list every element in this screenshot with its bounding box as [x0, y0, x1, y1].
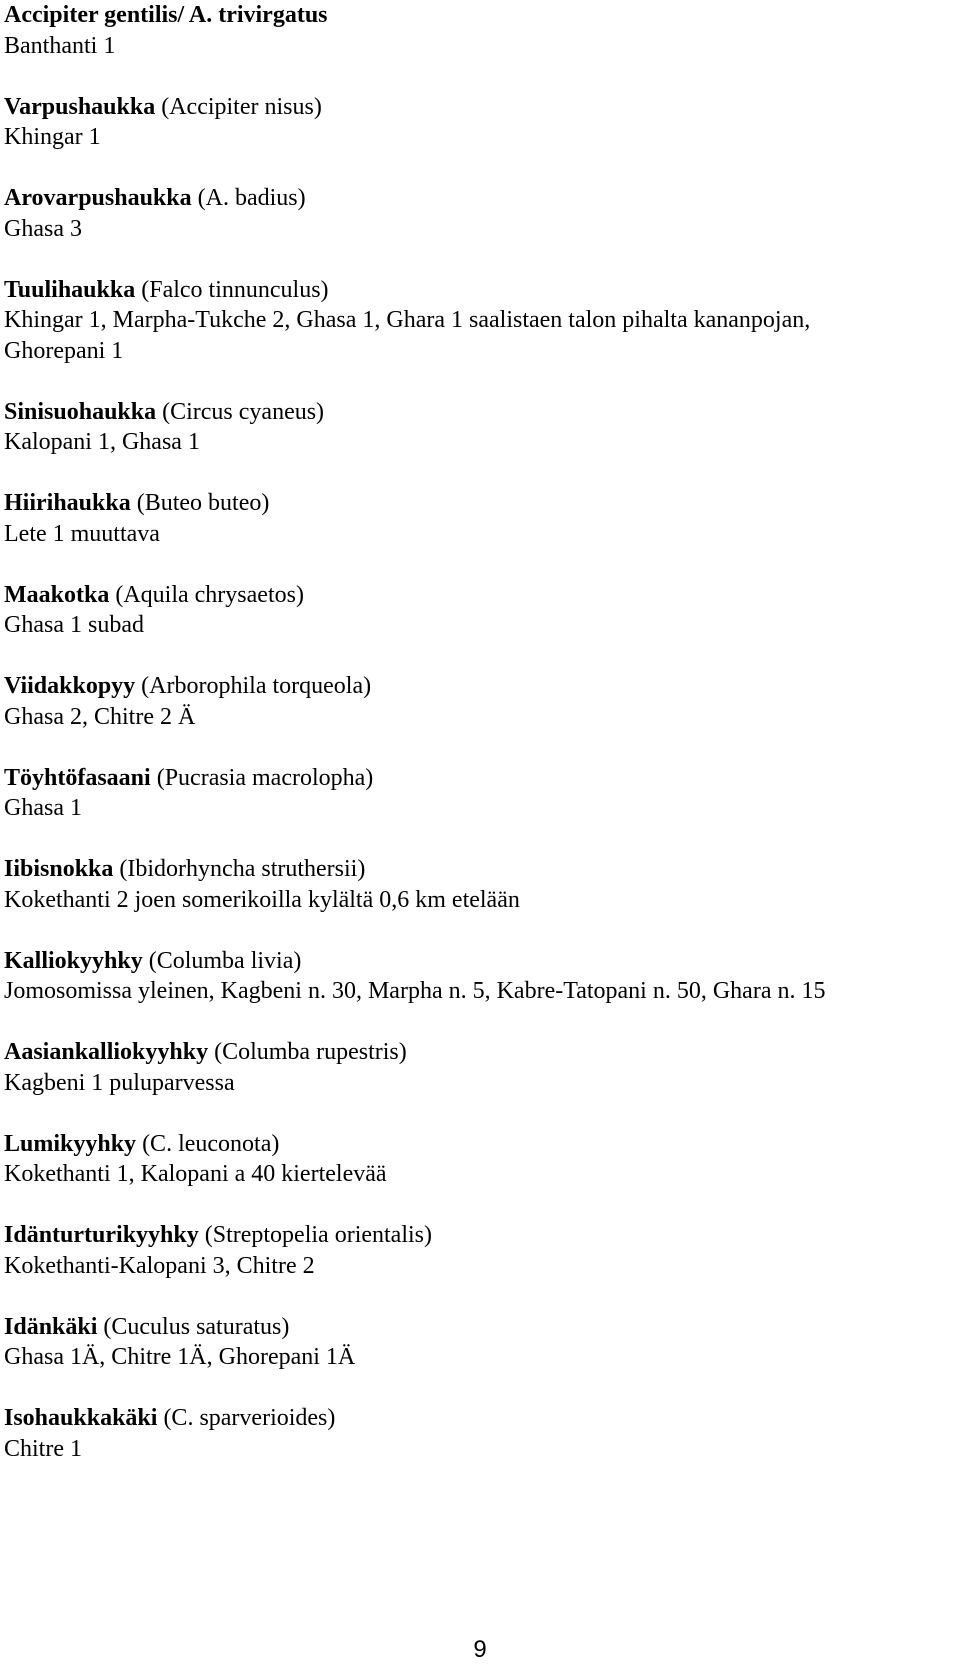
species-entry — [4, 1403, 954, 1464]
observation-text: Jomosomissa yleinen, Kagbeni n. 30, Marpha n. 5, Kabre-Tatopani n. 50, Ghara n. 15 — [4, 978, 826, 1004]
species-name: Aasiankalliokyyhky — [4, 1039, 209, 1065]
species-entry — [4, 397, 954, 458]
species-list — [4, 0, 954, 1495]
species-name: Iibisnokka — [4, 856, 114, 882]
observation-text: Kalopani 1, Ghasa 1 — [4, 429, 200, 455]
species-latin-name: (Aquila chrysaetos) — [109, 581, 304, 608]
species-latin-name: (Columba livia) — [142, 947, 302, 974]
species-name: Sinisuohaukka — [4, 398, 157, 425]
species-heading — [4, 1220, 954, 1251]
species-heading — [4, 946, 954, 977]
species-name: Töyhtöfasaani — [4, 764, 151, 791]
species-entry — [4, 92, 954, 153]
species-heading — [4, 854, 954, 885]
species-latin-name: (A. badius) — [191, 185, 306, 211]
species-name: Hiirihaukka — [4, 490, 131, 516]
species-entry — [4, 1312, 954, 1373]
species-latin-name: (C. sparverioides) — [157, 1405, 336, 1431]
species-name: Lumikyyhky — [4, 1130, 137, 1157]
species-heading — [4, 1129, 954, 1160]
species-heading — [4, 671, 954, 702]
observation-text: Chitre 1 — [4, 1435, 82, 1462]
species-heading — [4, 488, 954, 519]
observation-text: Kokethanti-Kalopani 3, Chitre 2 — [4, 1252, 315, 1279]
species-latin-name: (Ibidorhyncha struthersii) — [113, 856, 366, 882]
species-name: Tuulihaukka — [4, 276, 136, 303]
observation-text: Kokethanti 2 joen somerikoilla kylältä 0,6 km etelään — [4, 886, 520, 913]
species-name: Isohaukkakäki — [4, 1405, 158, 1431]
species-latin-name: (Circus cyaneus) — [156, 398, 325, 425]
species-latin-name: (Streptopelia orientalis) — [198, 1222, 432, 1248]
species-name: Maakotka — [4, 581, 110, 608]
species-entry — [4, 671, 954, 732]
species-heading — [4, 1037, 954, 1068]
species-entry — [4, 580, 954, 641]
observation-text: Khingar 1 — [4, 124, 101, 150]
species-entry — [4, 488, 954, 549]
species-name: Varpushaukka — [4, 93, 156, 120]
species-latin-name: (Accipiter nisus) — [155, 93, 322, 120]
species-heading — [4, 763, 954, 794]
species-entry — [4, 275, 954, 367]
observation-text: Ghasa 3 — [4, 215, 82, 242]
species-name: Arovarpushaukka — [4, 185, 192, 211]
observation-text: Ghasa 1 subad — [4, 612, 144, 638]
species-entry — [4, 946, 954, 1007]
species-heading — [4, 1403, 954, 1434]
species-entry — [4, 1037, 954, 1098]
observation-text: Ghasa 1 — [4, 795, 82, 821]
species-entry — [4, 0, 954, 61]
species-entry — [4, 183, 954, 244]
species-latin-name: (Cuculus saturatus) — [97, 1313, 290, 1340]
species-entry — [4, 763, 954, 824]
observation-text: Ghorepani 1 — [4, 337, 124, 364]
observation-text: Lete 1 muuttava — [4, 520, 160, 547]
species-name: Idänturturikyyhky — [4, 1222, 199, 1248]
species-entry — [4, 1129, 954, 1190]
species-name: Viidakkopyy — [4, 673, 136, 699]
species-heading — [4, 183, 954, 214]
species-heading — [4, 275, 954, 306]
species-latin-name: (Buteo buteo) — [130, 490, 270, 516]
species-latin-name: (Pucrasia macrolopha) — [150, 764, 374, 791]
species-latin-name: (Arborophila torqueola) — [135, 673, 372, 699]
page-number: 9 — [473, 1636, 487, 1663]
species-entry — [4, 854, 954, 915]
species-heading — [4, 92, 954, 123]
species-name: Accipiter gentilis/ A. trivirgatus — [4, 2, 328, 28]
observation-text: Kagbeni 1 puluparvessa — [4, 1069, 235, 1096]
species-entry — [4, 1220, 954, 1281]
species-latin-name: (C. leuconota) — [136, 1130, 280, 1157]
observation-text: Kokethanti 1, Kalopani a 40 kiertelevää — [4, 1161, 387, 1187]
species-heading — [4, 1312, 954, 1343]
observation-text: Khingar 1, Marpha-Tukche 2, Ghasa 1, Ghara 1 saalistaen talon pihalta kananpojan, — [4, 307, 811, 333]
species-latin-name: (Falco tinnunculus) — [135, 276, 329, 303]
observation-text: Ghasa 1Ä, Chitre 1Ä, Ghorepani 1Ä — [4, 1344, 356, 1370]
species-heading — [4, 397, 954, 428]
species-latin-name: (Columba rupestris) — [208, 1039, 407, 1065]
species-heading — [4, 580, 954, 611]
observation-text: Banthanti 1 — [4, 32, 116, 59]
species-name: Kalliokyyhky — [4, 947, 143, 974]
species-heading — [4, 0, 954, 31]
species-name: Idänkäki — [4, 1313, 98, 1340]
observation-text: Ghasa 2, Chitre 2 Ä — [4, 703, 196, 730]
